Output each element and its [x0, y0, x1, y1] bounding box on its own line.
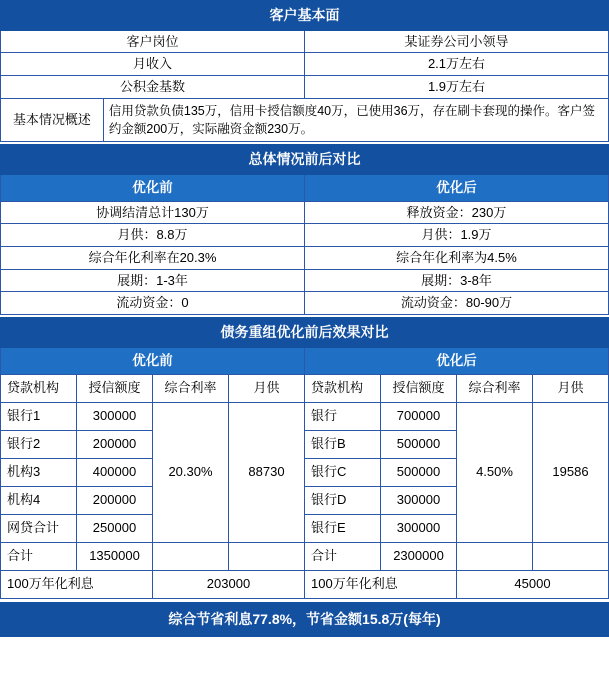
summary-label: 基本情况概述 — [1, 98, 104, 141]
after-amount-total: 2300000 — [381, 542, 457, 570]
after-org-4: 银行D — [305, 486, 381, 514]
section3-head-after: 优化后 — [305, 347, 609, 374]
monthly-income-label: 月收入 — [1, 53, 305, 76]
before-monthly-total-blank — [229, 542, 305, 570]
after-monthly-total-blank — [533, 542, 609, 570]
section1-title-row — [1, 1, 609, 31]
footer-summary: 综合节省利息77.8%，节省金额15.8万(每年) — [1, 602, 609, 636]
overall-after-5: 流动资金：80-90万 — [305, 292, 609, 315]
col-before-amount: 授信额度 — [77, 374, 153, 402]
before-amount-5: 250000 — [77, 514, 153, 542]
table-row — [1, 53, 609, 76]
before-amount-1: 300000 — [77, 402, 153, 430]
after-monthly-value: 19586 — [533, 402, 609, 542]
section3-title: 债务重组优化前后效果对比 — [1, 317, 609, 347]
customer-basics-table — [0, 0, 609, 99]
col-after-monthly: 月供 — [533, 374, 609, 402]
overall-after-4: 展期：3-8年 — [305, 269, 609, 292]
table-row — [1, 75, 609, 98]
section2-head-before: 优化前 — [1, 174, 305, 201]
after-annual-interest-label: 100万年化利息 — [305, 570, 457, 598]
monthly-income-value: 2.1万左右 — [305, 53, 609, 76]
before-org-1: 银行1 — [1, 402, 77, 430]
before-annual-interest-label: 100万年化利息 — [1, 570, 153, 598]
overall-before-3: 综合年化利率在20.3% — [1, 246, 305, 269]
annual-interest-row — [1, 570, 609, 598]
before-amount-total: 1350000 — [77, 542, 153, 570]
col-after-rate: 综合利率 — [457, 374, 533, 402]
col-before-org: 贷款机构 — [1, 374, 77, 402]
before-org-4: 机构4 — [1, 486, 77, 514]
debt-restructuring-table — [0, 317, 609, 599]
section2-title-row — [1, 144, 609, 174]
before-annual-interest-value: 203000 — [153, 570, 305, 598]
table-row-total — [1, 542, 609, 570]
overall-before-5: 流动资金：0 — [1, 292, 305, 315]
before-rate-value: 20.30% — [153, 402, 229, 542]
footer-row — [1, 602, 609, 636]
col-after-amount: 授信额度 — [381, 374, 457, 402]
overall-before-4: 展期：1-3年 — [1, 269, 305, 292]
before-org-2: 银行2 — [1, 430, 77, 458]
overall-after-1: 释放资金：230万 — [305, 201, 609, 224]
overall-after-2: 月供：1.9万 — [305, 224, 609, 247]
col-after-org: 贷款机构 — [305, 374, 381, 402]
before-org-total: 合计 — [1, 542, 77, 570]
section2-head-row — [1, 174, 609, 201]
before-rate-total-blank — [153, 542, 229, 570]
after-org-5: 银行E — [305, 514, 381, 542]
table-row — [1, 246, 609, 269]
customer-position-label: 客户岗位 — [1, 30, 305, 53]
footer-table — [0, 602, 609, 637]
col-before-rate: 综合利率 — [153, 374, 229, 402]
after-amount-5: 300000 — [381, 514, 457, 542]
section3-title-row — [1, 317, 609, 347]
section2-head-after: 优化后 — [305, 174, 609, 201]
after-annual-interest-value: 45000 — [457, 570, 609, 598]
customer-summary-table — [0, 98, 609, 142]
table-row — [1, 402, 609, 430]
table-row — [1, 98, 609, 141]
before-amount-4: 200000 — [77, 486, 153, 514]
customer-position-value: 某证券公司小领导 — [305, 30, 609, 53]
section3-column-header-row — [1, 374, 609, 402]
section3-head-row — [1, 347, 609, 374]
section2-title: 总体情况前后对比 — [1, 144, 609, 174]
before-org-5: 网贷合计 — [1, 514, 77, 542]
housing-fund-base-label: 公积金基数 — [1, 75, 305, 98]
before-monthly-value: 88730 — [229, 402, 305, 542]
before-amount-3: 400000 — [77, 458, 153, 486]
housing-fund-base-value: 1.9万左右 — [305, 75, 609, 98]
col-before-monthly: 月供 — [229, 374, 305, 402]
after-rate-value: 4.50% — [457, 402, 533, 542]
after-amount-3: 500000 — [381, 458, 457, 486]
after-org-2: 银行B — [305, 430, 381, 458]
summary-text: 信用贷款负债135万，信用卡授信额度40万，已使用36万，存在刷卡套现的操作。客户签约金额200万，实际融资金额230万。 — [103, 98, 608, 141]
before-org-3: 机构3 — [1, 458, 77, 486]
section1-title: 客户基本面 — [1, 1, 609, 31]
after-org-1: 银行 — [305, 402, 381, 430]
overall-before-1: 协调结清总计130万 — [1, 201, 305, 224]
after-amount-2: 500000 — [381, 430, 457, 458]
overall-before-2: 月供：8.8万 — [1, 224, 305, 247]
section3-head-before: 优化前 — [1, 347, 305, 374]
after-org-total: 合计 — [305, 542, 381, 570]
before-amount-2: 200000 — [77, 430, 153, 458]
overall-comparison-table — [0, 144, 609, 315]
table-row — [1, 224, 609, 247]
table-row — [1, 292, 609, 315]
overall-after-3: 综合年化利率为4.5% — [305, 246, 609, 269]
after-org-3: 银行C — [305, 458, 381, 486]
table-row — [1, 269, 609, 292]
after-amount-4: 300000 — [381, 486, 457, 514]
table-row — [1, 30, 609, 53]
after-amount-1: 700000 — [381, 402, 457, 430]
after-rate-total-blank — [457, 542, 533, 570]
table-row — [1, 201, 609, 224]
